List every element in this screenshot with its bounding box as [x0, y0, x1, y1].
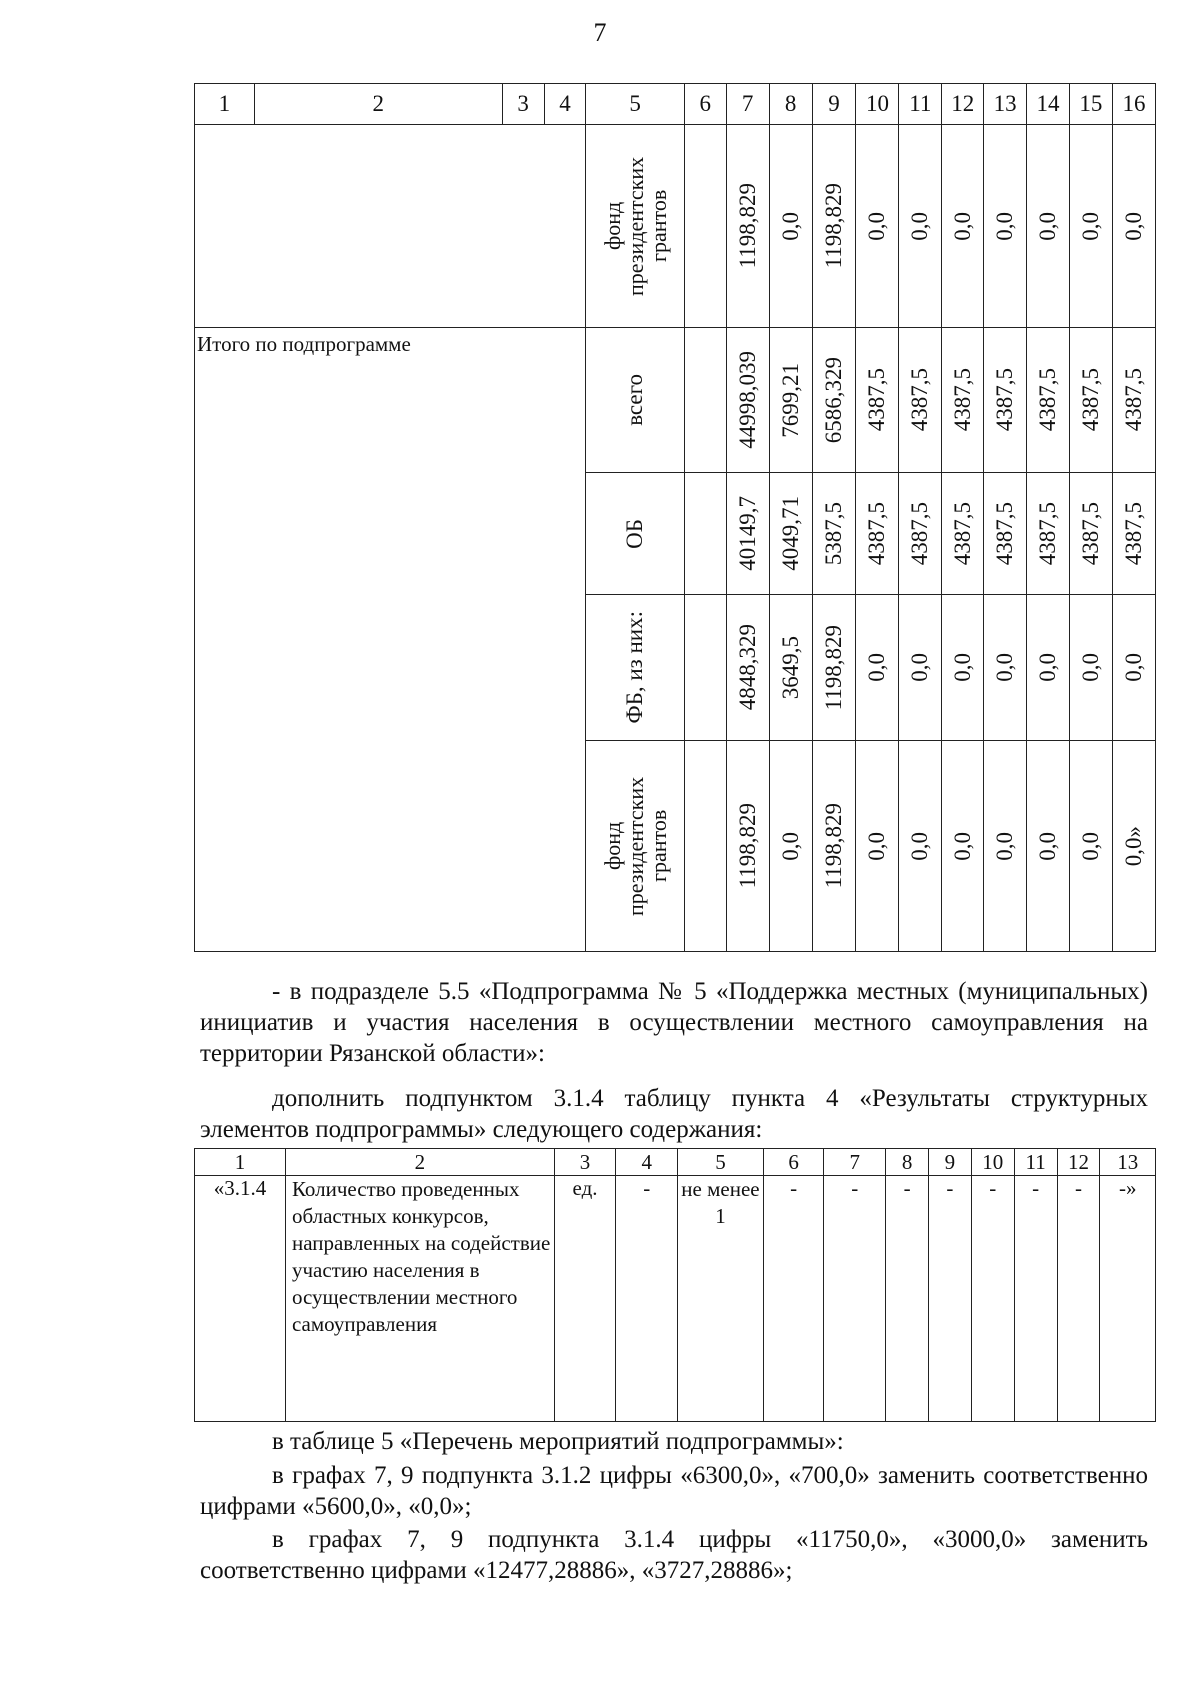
column-header: 5: [586, 84, 684, 125]
column-header: 2: [285, 1149, 554, 1176]
value-cell: 0,0: [856, 741, 899, 952]
table-row: [195, 1176, 1156, 1422]
value-cell: 4387,5: [1027, 473, 1070, 595]
column-header: 3: [554, 1149, 616, 1176]
source-cell: фонд президентских грантов: [586, 741, 684, 952]
value-cell: 4387,5: [984, 328, 1027, 473]
table-cell: -»: [1100, 1176, 1156, 1422]
column-header: 11: [1014, 1149, 1057, 1176]
table-cell: -: [763, 1176, 824, 1422]
paragraph-subsection: - в подразделе 5.5 «Подпрограмма № 5 «Поддержка местных (муниципальных) инициатив и участия населения в осуществлении местного самоуправления на территории Рязанской области»:: [200, 978, 1148, 1067]
column-header: 8: [769, 84, 812, 125]
value-cell: 3649,5: [769, 595, 812, 741]
column-header: 12: [942, 84, 984, 125]
column-header: 13: [984, 84, 1027, 125]
value-cell: 0,0: [899, 125, 942, 328]
column-header: 6: [763, 1149, 824, 1176]
value-cell: 0,0: [856, 125, 899, 328]
page-number: 7: [593, 18, 607, 47]
column-header: 9: [929, 1149, 972, 1176]
table-header-row: [195, 84, 1156, 125]
empty-cell: [684, 741, 726, 952]
column-header: 16: [1112, 84, 1155, 125]
value-cell: 0,0: [942, 741, 984, 952]
source-cell: ОБ: [586, 473, 684, 595]
column-header: 2: [254, 84, 502, 125]
table-cell: «3.1.4: [195, 1176, 286, 1422]
value-cell: 0,0: [856, 595, 899, 741]
source-cell: всего: [586, 328, 684, 473]
value-cell: 6586,329: [812, 328, 856, 473]
value-cell: 0,0: [1112, 595, 1155, 741]
total-label: Итого по подпрограмме: [195, 328, 586, 952]
column-header: 1: [195, 1149, 286, 1176]
value-cell: 4387,5: [1112, 328, 1155, 473]
column-header: 9: [812, 84, 856, 125]
value-cell: 0,0: [1027, 741, 1070, 952]
empty-cell: [684, 595, 726, 741]
column-header: 3: [502, 84, 544, 125]
value-cell: 0,0: [942, 125, 984, 328]
table-cell: -: [824, 1176, 886, 1422]
column-header: 7: [824, 1149, 886, 1176]
value-cell: 1198,829: [812, 125, 856, 328]
column-header: 10: [856, 84, 899, 125]
paragraph-replace-312: в графах 7, 9 подпункта 3.1.2 цифры «6300,0», «700,0» заменить соответственно цифрами «5600,0», «0,0»;: [200, 1462, 1148, 1520]
source-cell: ФБ, из них:: [586, 595, 684, 741]
column-header: 4: [544, 84, 586, 125]
table-cell: -: [886, 1176, 929, 1422]
value-cell: 0,0: [1027, 595, 1070, 741]
table-row: [195, 125, 1156, 328]
value-cell: 4387,5: [899, 328, 942, 473]
table-header-row: [195, 1149, 1156, 1176]
column-header: 4: [616, 1149, 678, 1176]
value-cell: 0,0: [942, 595, 984, 741]
column-header: 15: [1069, 84, 1112, 125]
value-cell: 0,0: [1069, 125, 1112, 328]
paragraph-add-subitem: дополнить подпунктом 3.1.4 таблицу пункта 4 «Результаты структурных элементов подпрограммы» следующего содержания:: [200, 1085, 1148, 1143]
value-cell: 0,0: [899, 741, 942, 952]
column-header: 1: [195, 84, 255, 125]
value-cell: 1198,829: [812, 595, 856, 741]
value-cell: 4387,5: [1112, 473, 1155, 595]
table-cell: -: [1014, 1176, 1057, 1422]
table-row: [195, 328, 1156, 473]
column-header: 14: [1027, 84, 1070, 125]
value-cell: 4387,5: [1069, 473, 1112, 595]
table-cell: -: [616, 1176, 678, 1422]
source-cell: фонд президентских грантов: [586, 125, 684, 328]
table-cell: ед.: [554, 1176, 616, 1422]
value-cell: 4387,5: [856, 328, 899, 473]
value-cell: 0,0: [1112, 125, 1155, 328]
column-header: 10: [971, 1149, 1014, 1176]
table-cell: -: [1057, 1176, 1100, 1422]
value-cell: 4049,71: [769, 473, 812, 595]
value-cell: 0,0: [984, 741, 1027, 952]
value-cell: 4848,329: [726, 595, 769, 741]
empty-cell: [684, 328, 726, 473]
column-header: 6: [684, 84, 726, 125]
value-cell: 40149,7: [726, 473, 769, 595]
value-cell: 4387,5: [899, 473, 942, 595]
table-cell: не менее 1: [678, 1176, 764, 1422]
value-cell: 0,0: [1069, 595, 1112, 741]
value-cell: 1198,829: [812, 741, 856, 952]
value-cell: 7699,21: [769, 328, 812, 473]
value-cell: 4387,5: [942, 473, 984, 595]
value-cell: 4387,5: [1027, 328, 1070, 473]
value-cell: 44998,039: [726, 328, 769, 473]
value-cell: 1198,829: [726, 125, 769, 328]
value-cell: 0,0: [769, 741, 812, 952]
results-table: [194, 1148, 1156, 1422]
value-cell: 5387,5: [812, 473, 856, 595]
empty-cell: [195, 125, 586, 328]
value-cell: 0,0: [769, 125, 812, 328]
value-cell: 0,0: [899, 595, 942, 741]
empty-cell: [684, 473, 726, 595]
table-cell: -: [929, 1176, 972, 1422]
table-cell: -: [971, 1176, 1014, 1422]
column-header: 5: [678, 1149, 764, 1176]
funding-table: [194, 83, 1156, 952]
paragraph-table5: в таблице 5 «Перечень мероприятий подпрограммы»:: [272, 1428, 844, 1455]
column-header: 7: [726, 84, 769, 125]
table-cell: Количество проведенных областных конкурсов, направленных на содействие участию населения в осуществлении местного самоуправления: [285, 1176, 554, 1422]
value-cell: 4387,5: [984, 473, 1027, 595]
empty-cell: [684, 125, 726, 328]
column-header: 12: [1057, 1149, 1100, 1176]
column-header: 13: [1100, 1149, 1156, 1176]
value-cell: 4387,5: [1069, 328, 1112, 473]
value-cell: 0,0: [984, 595, 1027, 741]
value-cell: 1198,829: [726, 741, 769, 952]
value-cell: 4387,5: [856, 473, 899, 595]
column-header: 11: [899, 84, 942, 125]
column-header: 8: [886, 1149, 929, 1176]
value-cell: 4387,5: [942, 328, 984, 473]
value-cell: 0,0: [984, 125, 1027, 328]
value-cell: 0,0: [1027, 125, 1070, 328]
value-cell: 0,0: [1069, 741, 1112, 952]
value-cell: 0,0»: [1112, 741, 1155, 952]
paragraph-replace-314: в графах 7, 9 подпункта 3.1.4 цифры «11750,0», «3000,0» заменить соответственно цифрами «12477,28886», «3727,28886»;: [200, 1526, 1148, 1584]
